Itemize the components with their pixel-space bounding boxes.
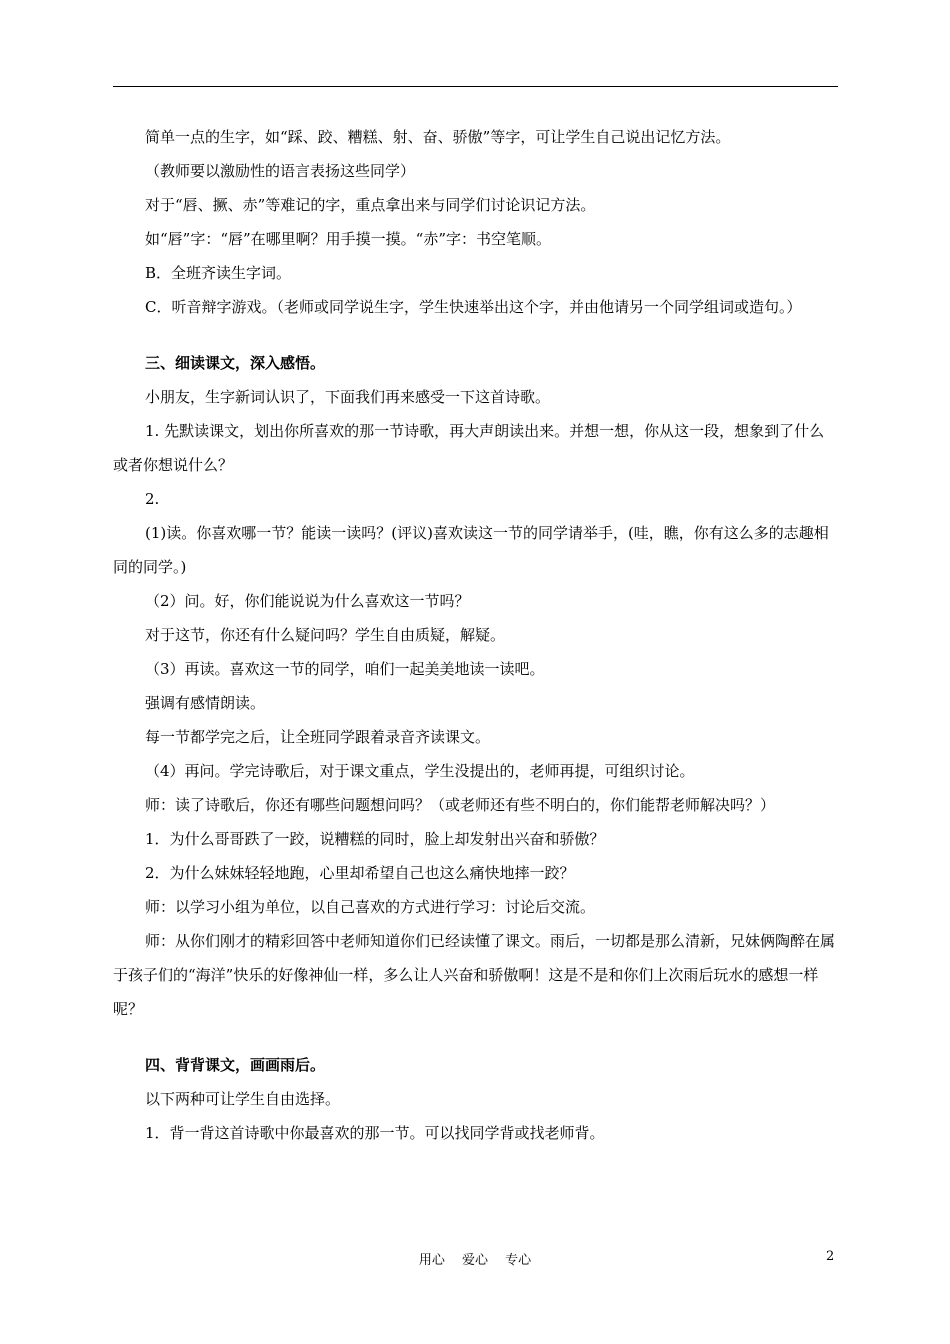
paragraph: （3）再读。喜欢这一节的同学，咱们一起美美地读一读吧。 [145, 660, 545, 678]
paragraph: 2．为什么妹妹轻轻地跑，心里却希望自己也这么痛快地摔一跤？ [145, 864, 575, 882]
paragraph: 对于“唇、撅、赤”等难记的字，重点拿出来与同学们讨论识记方法。 [145, 196, 596, 214]
paragraph: （2）问。好，你们能说说为什么喜欢这一节吗？ [145, 592, 470, 610]
footer-motto: 用心 爱心 专心 [418, 1253, 532, 1268]
paragraph: 以下两种可让学生自由选择。 [145, 1090, 341, 1108]
paragraph: 对于这节，你还有什么疑问吗？学生自由质疑，解疑。 [145, 626, 506, 644]
section-gap [113, 324, 838, 346]
paragraph: 强调有感情朗读。 [145, 694, 266, 712]
paragraph: 师：从你们刚才的精彩回答中老师知道你们已经读懂了课文。雨后，一切都是那么清新，兄妹俩陶醉在属于孩子们的“海洋”快乐的好像神仙一样，多么让人兴奋和骄傲啊！这是不是和你们上次雨后玩水的感想一样呢？ [113, 932, 836, 1018]
paragraph: C．听音辩字游戏。（老师或同学说生字，学生快速举出这个字，并由他请另一个同学组词或造句。） [145, 298, 802, 316]
paragraph: 师：读了诗歌后，你还有哪些问题想问吗？（或老师还有些不明白的，你们能帮老师解决吗？） [145, 796, 776, 814]
paragraph: 1．为什么哥哥跌了一跤，说糟糕的同时，脸上却发射出兴奋和骄傲？ [145, 830, 605, 848]
paragraph: 每一节都学完之后，让全班同学跟着录音齐读课文。 [145, 728, 491, 746]
paragraph: B．全班齐读生字词。 [145, 264, 292, 282]
paragraph: 1. 先默读课文，划出你所喜欢的那一节诗歌，再大声朗读出来。并想一想，你从这一段，想象到了什么或者你想说什么？ [113, 422, 825, 474]
paragraph: 小朋友，生字新词认识了，下面我们再来感受一下这首诗歌。 [145, 388, 551, 406]
paragraph: （教师要以激励性的语言表扬这些同学） [145, 162, 416, 180]
paragraph: 如“唇”字：“唇”在哪里啊？用手摸一摸。“赤”字：书空笔顺。 [145, 230, 552, 248]
paragraph: 师：以学习小组为单位，以自己喜欢的方式进行学习：讨论后交流。 [145, 898, 596, 916]
paragraph: 简单一点的生字，如“踩、跤、糟糕、射、奋、骄傲”等字，可让学生自己说出记忆方法。 [145, 128, 731, 146]
section-gap [113, 1026, 838, 1048]
header-rule [113, 86, 838, 87]
section-heading-3: 三、细读课文，深入感悟。 [145, 354, 326, 372]
document-body [113, 120, 838, 1150]
paragraph: 1．背一背这首诗歌中你最喜欢的那一节。可以找同学背或找老师背。 [145, 1124, 605, 1142]
paragraph: 2. [145, 490, 160, 508]
paragraph: (1)读。你喜欢哪一节？能读一读吗？(评议)喜欢读这一节的同学请举手，(哇，瞧，你有这么多的志趣相同的同学。) [113, 524, 829, 576]
page-number: 2 [826, 1249, 835, 1264]
paragraph: （4）再问。学完诗歌后，对于课文重点，学生没提出的，老师再提，可组织讨论。 [145, 762, 695, 780]
section-heading-4: 四、背背课文，画画雨后。 [145, 1056, 326, 1074]
